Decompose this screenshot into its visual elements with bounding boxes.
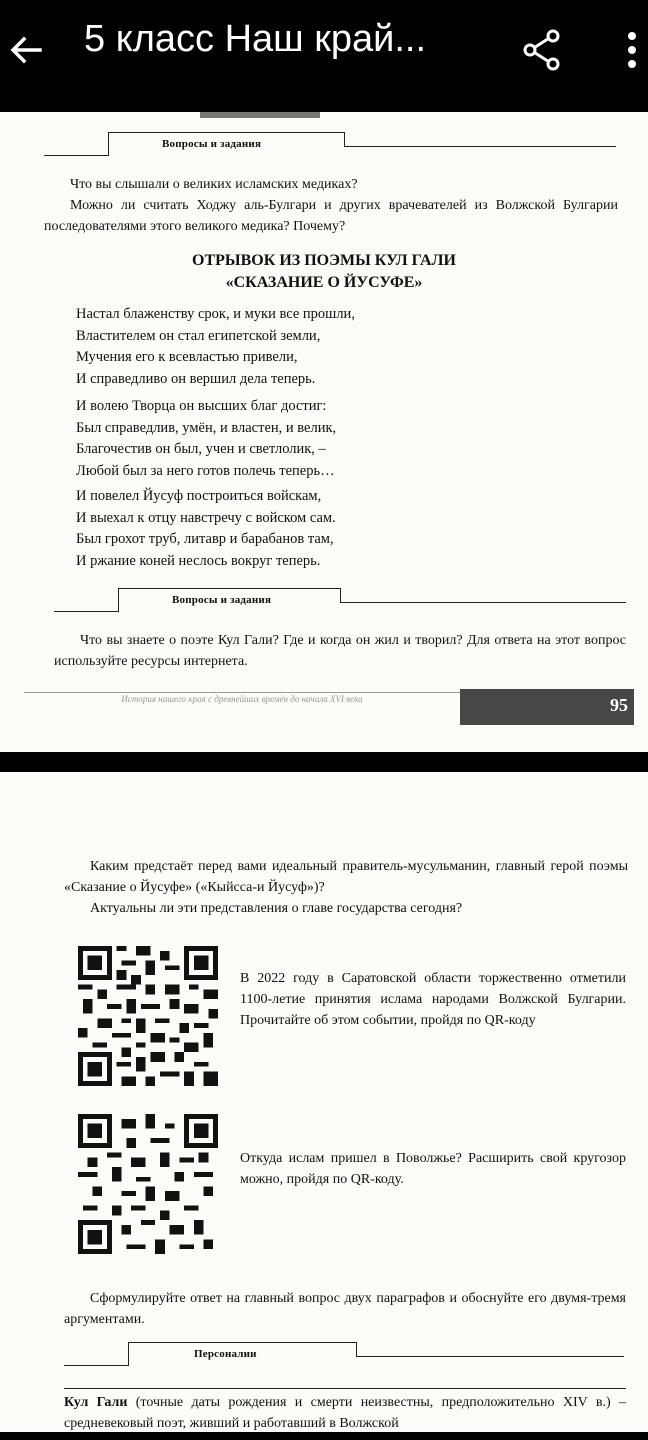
- person-name: Кул Гали: [64, 1395, 128, 1410]
- footer-caption: История нашего края с древнейших времён до начала XVI века: [121, 694, 363, 704]
- intro-line: Каким предстаёт перед вами идеальный правитель-мусульманин, главный герой поэмы «Сказание о Йусуфе» («Кыйсса-и Йусуф»)?: [64, 859, 628, 895]
- poem-line: Властителем он стал египетской земли,: [76, 327, 321, 344]
- document-page-95: [0, 112, 648, 752]
- qr-code-1[interactable]: [78, 946, 218, 1086]
- poem-line: Мучения его к всевластью привели,: [76, 349, 298, 365]
- bottom-edge: [0, 1432, 648, 1440]
- document-title: 5 класс Наш край...: [84, 18, 427, 60]
- poem-line: Благочестив он был, учен и светлолик, –: [76, 441, 326, 457]
- task-text: Сформулируйте ответ на главный вопрос двух параграфов и обоснуйте его двумя-тремя аргументами.: [64, 1291, 626, 1327]
- person-entry: [64, 1392, 626, 1432]
- questions-label: Вопросы и задания: [162, 138, 262, 150]
- poem-line: Любой был за него готов полечь теперь…: [76, 462, 335, 479]
- page-footer: [24, 692, 628, 720]
- page-number: 95: [460, 689, 634, 725]
- app-bar: [0, 0, 648, 112]
- persons-label: Персоналии: [194, 1348, 257, 1360]
- poem-line: Был справедлив, умён, и властен, и велик,: [76, 419, 337, 436]
- poem-line: И ржание коней неслось вокруг теперь.: [76, 552, 321, 569]
- poem-line: Настал блаженству срок, и муки все прошли,: [76, 306, 355, 322]
- poem-line: И волею Творца он высших благ достиг:: [76, 398, 327, 414]
- scan-artifact: [200, 112, 320, 118]
- questions-label: Вопросы и задания: [172, 594, 272, 606]
- question-line: Что вы слышали о великих исламских медиках?: [70, 177, 358, 192]
- question-line: Можно ли считать Ходжу аль-Булгари и других врачевателей из Волжской Булгарии последователями этого великого медика? Почему?: [44, 198, 618, 234]
- intro-text: [64, 856, 628, 919]
- poem-line: Был грохот труб, литавр и барабанов там,: [76, 531, 334, 547]
- intro-line: Актуальны ли эти представления о главе государства сегодня?: [90, 901, 463, 916]
- questions-header-1: [0, 132, 648, 162]
- divider: [64, 1388, 626, 1389]
- excerpt-title-1: ОТРЫВОК ИЗ ПОЭМЫ КУЛ ГАЛИ: [192, 252, 456, 269]
- persons-header: [0, 1342, 648, 1372]
- questions-header-2: [0, 588, 648, 618]
- person-description: (точные даты рождения и смерти неизвестны, предположительно XIV в.) – средневековый поэт, живший и работавший в Волжской: [64, 1395, 627, 1431]
- qr-code-2[interactable]: [78, 1114, 218, 1254]
- poem-stanza-3: [76, 486, 336, 572]
- excerpt-title-2: «СКАЗАНИЕ О ЙУСУФЕ»: [225, 274, 423, 291]
- poem-line: И повелел Йусуф построиться войскам,: [76, 488, 322, 504]
- document-page-96: [0, 772, 648, 1432]
- poem-stanza-2: [76, 396, 336, 482]
- share-icon[interactable]: [520, 26, 564, 74]
- questions-text-2: Что вы знаете о поэте Кул Гали? Где и когда он жил и творил? Для ответа на этот вопрос используйте ресурсы интернета.: [54, 633, 626, 669]
- qr1-description: В 2022 году в Саратовской области торжественно отметили 1100-летие принятия ислама народами Волжской Булгарии. Прочитайте об этом событии, пройдя по QR-коду: [240, 971, 626, 1028]
- poem-stanza-1: [76, 304, 355, 390]
- more-vertical-icon[interactable]: [610, 26, 648, 74]
- poem-line: И выехал к отцу навстречу с войском сам.: [76, 509, 336, 526]
- arrow-left-icon[interactable]: [6, 28, 50, 72]
- questions-text-1: [44, 174, 618, 237]
- poem-line: И справедливо он вершил дела теперь.: [76, 370, 316, 387]
- qr2-description: Откуда ислам пришел в Поволжье? Расширить свой кругозор можно, пройдя по QR-коду.: [240, 1151, 626, 1187]
